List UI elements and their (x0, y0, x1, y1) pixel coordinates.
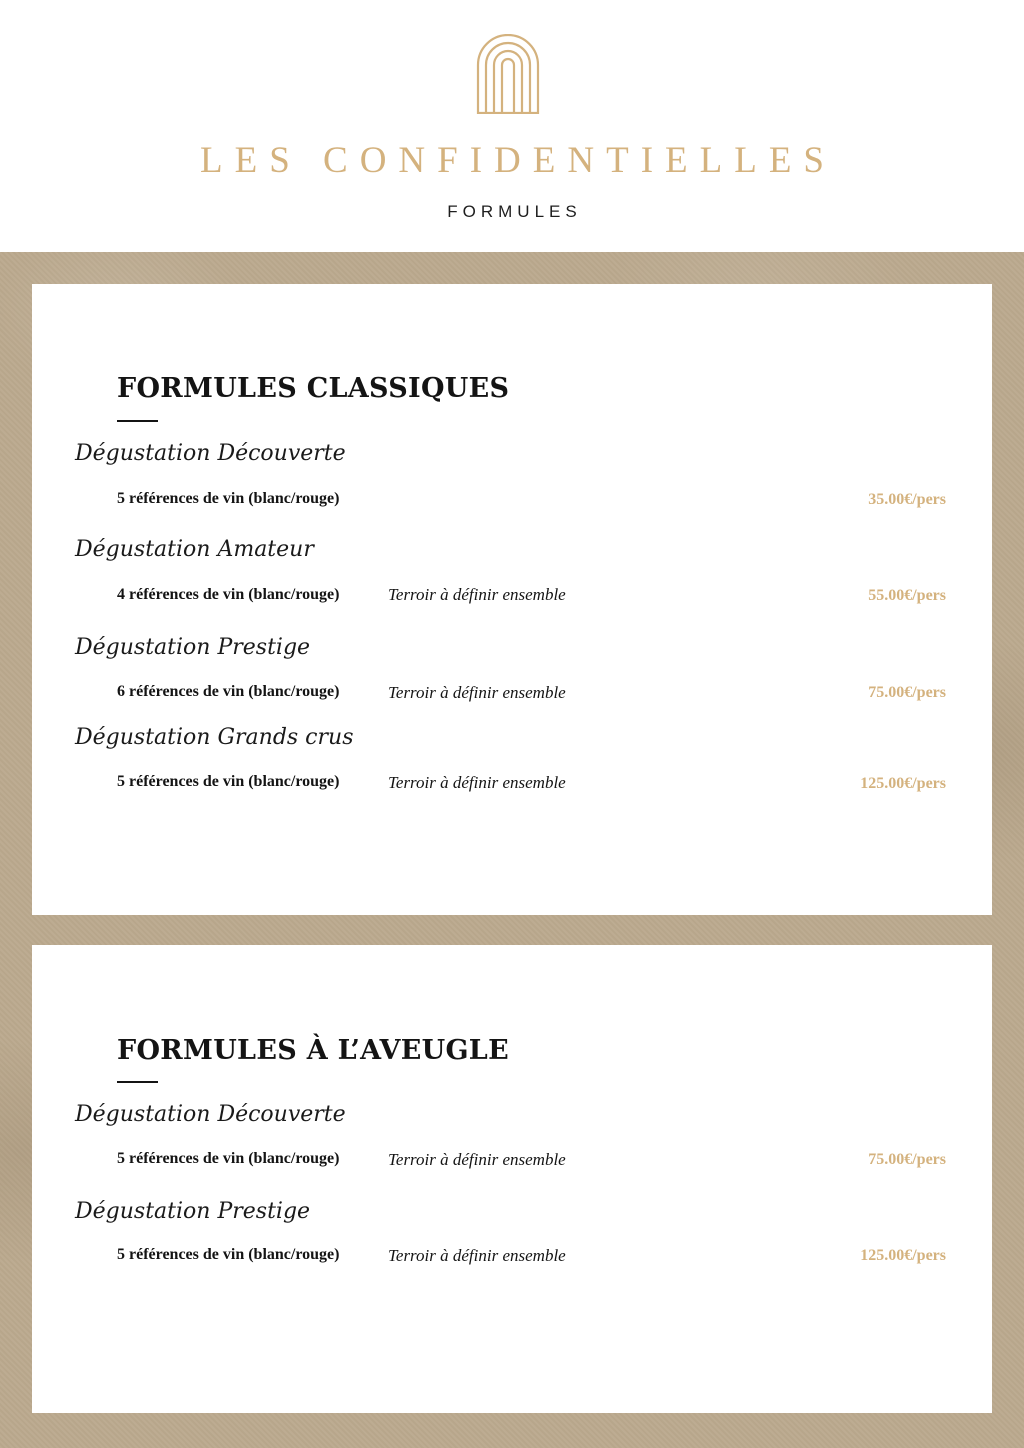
formula-detail: 5 références de vin (blanc/rouge) (117, 773, 340, 790)
formula-price: 75.00€/pers (868, 684, 946, 701)
formula-name: Dégustation Prestige (75, 635, 311, 660)
formula-terroir: Terroir à définir ensemble (388, 1246, 566, 1265)
formula-terroir: Terroir à définir ensemble (388, 773, 566, 792)
formula-terroir: Terroir à définir ensemble (388, 1150, 566, 1169)
formula-name: Dégustation Grands crus (75, 725, 354, 750)
formula-name: Dégustation Découverte (75, 441, 346, 466)
section-title: FORMULES À L’AVEUGLE (117, 1035, 509, 1066)
formula-name: Dégustation Découverte (75, 1102, 346, 1127)
section-card-aveugle (32, 945, 992, 1413)
formula-price: 125.00€/pers (860, 775, 946, 792)
formula-price: 35.00€/pers (868, 491, 946, 508)
formula-price: 75.00€/pers (868, 1151, 946, 1168)
formula-detail: 5 références de vin (blanc/rouge) (117, 1246, 340, 1263)
formula-name: Dégustation Amateur (75, 537, 314, 562)
formula-price: 125.00€/pers (860, 1247, 946, 1264)
page-header (0, 0, 1024, 252)
section-card-classiques (32, 284, 992, 915)
formula-name: Dégustation Prestige (75, 1199, 311, 1224)
section-title: FORMULES CLASSIQUES (117, 373, 510, 404)
formula-detail: 5 références de vin (blanc/rouge) (117, 1150, 340, 1167)
formula-detail: 4 références de vin (blanc/rouge) (117, 586, 340, 603)
title-underline (117, 1081, 158, 1083)
arch-logo-icon (476, 34, 540, 114)
page-subtitle: FORMULES (447, 202, 582, 221)
formula-terroir: Terroir à définir ensemble (388, 683, 566, 702)
formula-detail: 6 références de vin (blanc/rouge) (117, 683, 340, 700)
title-underline (117, 420, 158, 422)
formula-detail: 5 références de vin (blanc/rouge) (117, 490, 340, 507)
formula-price: 55.00€/pers (868, 587, 946, 604)
formula-terroir: Terroir à définir ensemble (388, 585, 566, 604)
brand-name: LES CONFIDENTIELLES (200, 140, 836, 181)
